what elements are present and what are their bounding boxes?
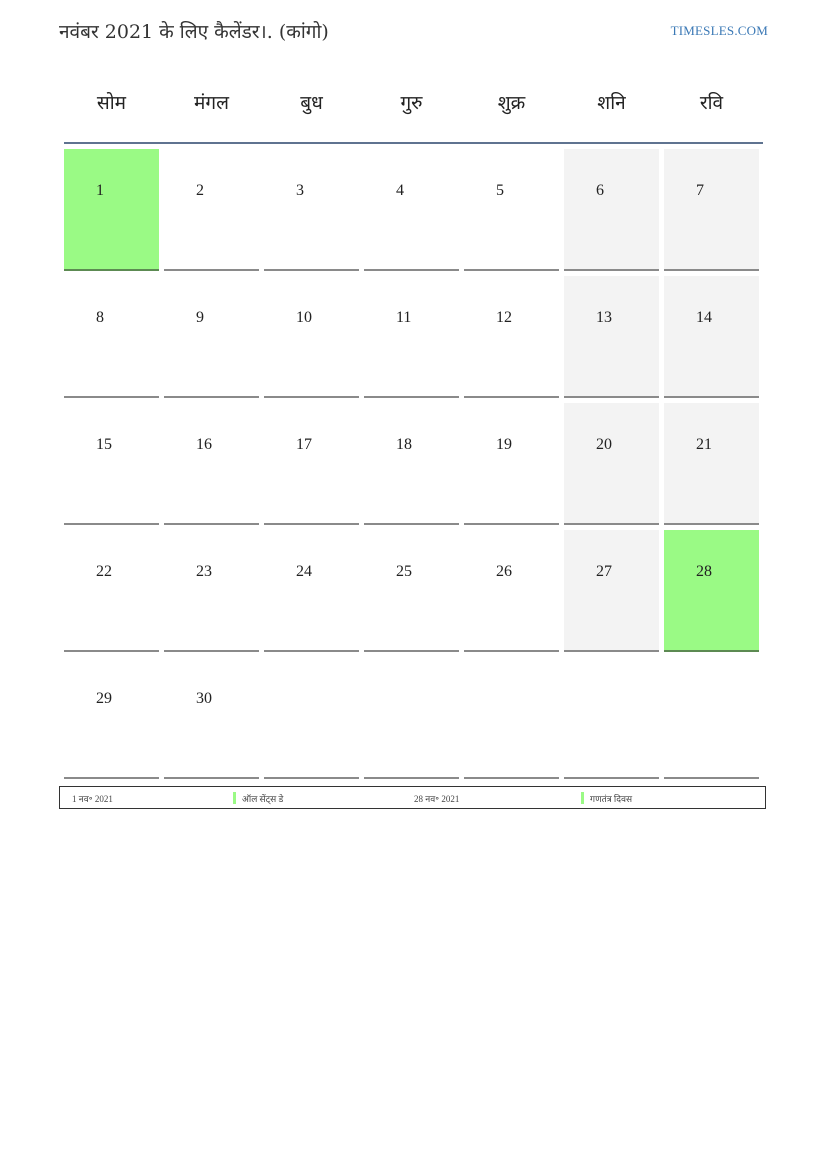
day-cell[interactable] — [64, 530, 159, 652]
day-number: 25 — [396, 563, 412, 580]
day-number: 22 — [96, 563, 112, 580]
page-title: नवंबर 2021 के लिए कैलेंडर।. (कांगो) — [59, 21, 329, 43]
weekday-header — [64, 78, 763, 142]
day-cell[interactable] — [664, 403, 759, 525]
legend-date: 1 नव॰ 2021 — [72, 794, 113, 804]
day-number: 17 — [296, 436, 312, 453]
day-number: 3 — [296, 182, 304, 199]
day-number: 19 — [496, 436, 512, 453]
day-number: 30 — [196, 690, 212, 707]
day-cell[interactable] — [464, 530, 559, 652]
day-cell[interactable] — [364, 530, 459, 652]
day-number: 8 — [96, 309, 104, 326]
day-cell[interactable] — [664, 276, 759, 398]
day-cell[interactable] — [64, 657, 159, 779]
day-number: 7 — [696, 182, 704, 199]
day-cell[interactable] — [164, 657, 259, 779]
day-cell[interactable] — [164, 403, 259, 525]
day-cell[interactable] — [464, 276, 559, 398]
day-number: 5 — [496, 182, 504, 199]
day-number: 28 — [696, 563, 712, 580]
legend-holiday-name: ऑल सेंट्स डे — [242, 794, 284, 804]
day-cell[interactable] — [164, 276, 259, 398]
day-cell[interactable] — [464, 149, 559, 271]
day-number: 24 — [296, 563, 312, 580]
calendar — [64, 78, 763, 779]
day-number: 18 — [396, 436, 412, 453]
day-number: 15 — [96, 436, 112, 453]
day-cell[interactable] — [264, 403, 359, 525]
day-cell[interactable] — [364, 276, 459, 398]
empty-day-cell — [364, 657, 459, 779]
day-number: 29 — [96, 690, 112, 707]
weekday-sun: रवि — [699, 92, 724, 114]
day-number: 11 — [396, 309, 412, 326]
day-cell[interactable] — [664, 149, 759, 271]
day-cell[interactable] — [64, 149, 159, 271]
empty-day-cell — [264, 657, 359, 779]
legend-date: 28 नव॰ 2021 — [414, 794, 460, 804]
day-cell[interactable] — [564, 276, 659, 398]
day-number: 12 — [496, 309, 512, 326]
day-cell[interactable] — [164, 530, 259, 652]
day-cell[interactable] — [564, 149, 659, 271]
day-cell[interactable] — [564, 530, 659, 652]
weekday-sat: शनि — [597, 92, 626, 114]
day-number: 4 — [396, 182, 404, 199]
day-cell[interactable] — [364, 149, 459, 271]
day-number: 27 — [596, 563, 612, 580]
empty-day-cell — [464, 657, 559, 779]
day-number: 26 — [496, 563, 512, 580]
empty-day-cell — [564, 657, 659, 779]
day-cell[interactable] — [264, 276, 359, 398]
weekday-mon: सोम — [96, 92, 127, 114]
day-cell[interactable] — [364, 403, 459, 525]
holiday-legend — [59, 786, 766, 809]
legend-color-marker — [581, 792, 584, 804]
day-cell[interactable] — [264, 530, 359, 652]
empty-day-cell — [664, 657, 759, 779]
day-number: 21 — [696, 436, 712, 453]
day-cell[interactable] — [64, 276, 159, 398]
day-number: 14 — [696, 309, 712, 326]
day-number: 16 — [196, 436, 212, 453]
day-number: 6 — [596, 182, 604, 199]
day-number: 9 — [196, 309, 204, 326]
weekday-thu: गुरु — [400, 92, 423, 114]
day-number: 2 — [196, 182, 204, 199]
day-cell[interactable] — [564, 403, 659, 525]
day-cell[interactable] — [164, 149, 259, 271]
day-cell[interactable] — [264, 149, 359, 271]
day-number: 20 — [596, 436, 612, 453]
header-divider — [64, 142, 763, 144]
legend-holiday-name: गणतंत्र दिवस — [590, 794, 633, 804]
day-number: 10 — [296, 309, 312, 326]
day-cell[interactable] — [64, 403, 159, 525]
site-link[interactable]: TIMESLES.COM — [670, 23, 768, 38]
day-number: 13 — [596, 309, 612, 326]
day-number: 1 — [96, 182, 104, 199]
day-grid — [64, 149, 763, 779]
weekday-fri: शुक्र — [497, 92, 526, 114]
weekday-tue: मंगल — [194, 92, 229, 114]
day-number: 23 — [196, 563, 212, 580]
legend-color-marker — [233, 792, 236, 804]
weekday-wed: बुध — [300, 92, 323, 114]
day-cell[interactable] — [664, 530, 759, 652]
day-cell[interactable] — [464, 403, 559, 525]
